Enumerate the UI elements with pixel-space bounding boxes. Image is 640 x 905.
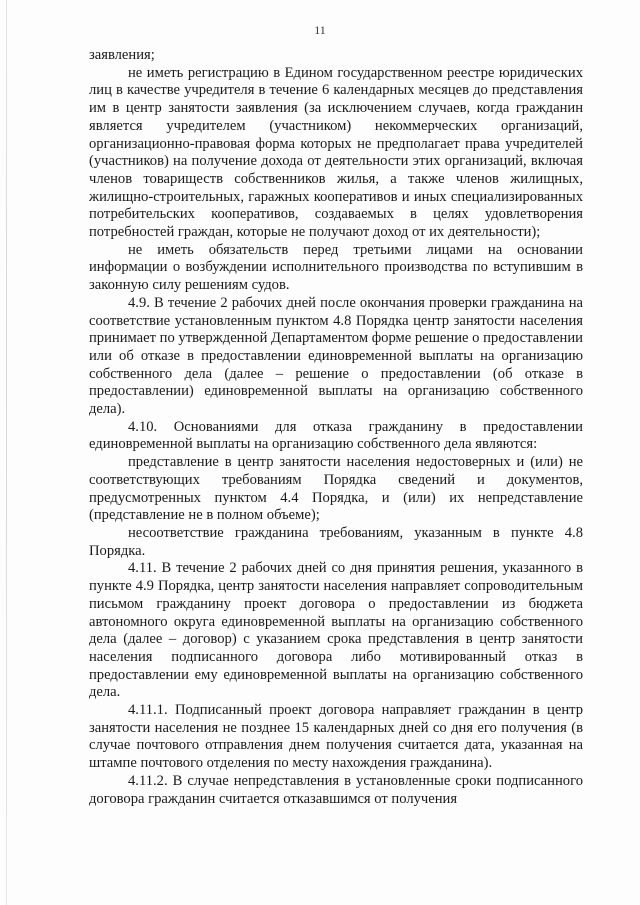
paragraph: 4.11. В течение 2 рабочих дней со дня принятия решения, указанного в пункте 4.9 Порядка, центр занятости населения направляет сопроводительным письмом гражданину проект договора о предоставлении из бюджета автономного округа единовременной выплаты на организацию собственного дела (далее – договор) с указанием срока представления в центр занятости населения подписанного договора либо мотивированный отказ в предоставлении ему единовременной выплаты на организацию собственного дела. [89, 560, 583, 701]
paragraph: 4.11.1. Подписанный проект договора направляет гражданин в центр занятости населения не позднее 15 календарных дней со дня его получения (в случае почтового отправления днем получения считается дата, указанная на штампе почтового отделения по месту нахождения гражданина). [89, 702, 583, 772]
paragraph: 4.11.2. В случае непредставления в установленные сроки подписанного договора гражданин считается отказавшимся от получения [89, 772, 583, 807]
paragraph: 4.9. В течение 2 рабочих дней после окончания проверки гражданина на соответствие установленным пунктом 4.8 Порядка центр занятости населения принимает по утвержденной Департаментом форме решение о предоставлении или об отказе в предоставлении единовременной выплаты на организацию собственного дела (далее – решение о предоставлении (об отказе в предоставлении) единовременной выплаты на организацию собственного дела). [89, 294, 583, 418]
paragraph: 4.10. Основаниями для отказа гражданину в предоставлении единовременной выплаты на организацию собственного дела являются: [89, 418, 583, 453]
page-number: 11 [314, 23, 326, 37]
paragraph: не иметь обязательств перед третьими лицами на основании информации о возбуждении исполнительного производства по вступившим в законную силу решениям судов. [89, 241, 583, 294]
paragraph: заявления; [89, 47, 155, 63]
paragraph: не иметь регистрацию в Едином государственном реестре юридических лиц в качестве учредителя в течение 6 календарных месяцев до представления им в центр занятости заявления (за исключением случаев, когда гражданин является учредителем (участником) некоммерческих организаций, организационно-правовая форма которых не предполагает права учредителей (участников) на получение дохода от деятельности этих организаций, включая членов товариществ собственников жилья, а также членов жилищных, жилищно-строительных, гаражных кооперативов и иных специализированных потребительских кооперативов, создаваемых в целях удовлетворения потребностей граждан, которые не получают доход от их деятельности); [89, 64, 583, 241]
scan-edge-line [6, 0, 7, 905]
paragraph: несоответствие гражданина требованиям, указанным в пункте 4.8 Порядка. [89, 524, 583, 559]
document-body [89, 47, 583, 808]
paragraph: представление в центр занятости населения недостоверных и (или) не соответствующих требованиям Порядка сведений и документов, предусмотренных пунктом 4.4 Порядка, и (или) их непредставление (представление не в полном объеме); [89, 454, 583, 524]
